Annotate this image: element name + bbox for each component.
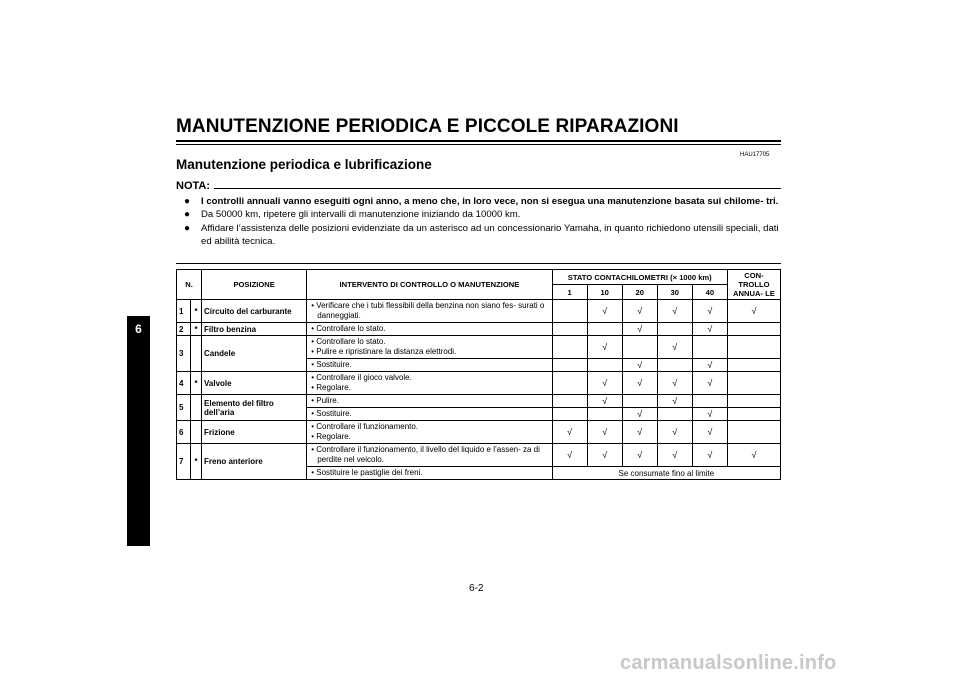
check-cell: √ [622, 323, 657, 336]
table-row [177, 421, 781, 444]
check-cell: √ [622, 372, 657, 395]
row-position: Circuito del carburante [202, 300, 307, 323]
annual-cell [727, 323, 780, 336]
check-cell: √ [552, 421, 587, 444]
check-cell: √ [622, 444, 657, 467]
row-star [191, 336, 202, 372]
note-item: ● I controlli annuali vanno eseguiti ogni anno, a meno che, in loro vece, non si esegua una manutenzione basata sui chilome- tri. [184, 196, 779, 207]
header-odometer: STATO CONTACHILOMETRI (× 1000 km) [552, 270, 727, 285]
header-km: 40 [692, 285, 727, 300]
header-n: N. [177, 270, 202, 300]
check-cell: √ [692, 372, 727, 395]
check-cell [657, 323, 692, 336]
check-cell: √ [657, 421, 692, 444]
row-position: Elemento del filtro dell’aria [202, 395, 307, 421]
section-title: Manutenzione periodica e lubrificazione [176, 157, 432, 172]
maintenance-table [176, 269, 781, 480]
check-cell [692, 336, 727, 359]
row-number: 1 [177, 300, 191, 323]
bullet-icon: ● [184, 196, 191, 207]
check-cell: √ [552, 444, 587, 467]
row-number: 5 [177, 395, 191, 421]
annual-cell [727, 395, 780, 408]
check-cell: √ [692, 359, 727, 372]
row-number: 6 [177, 421, 191, 444]
check-cell: √ [657, 395, 692, 408]
title-rule-thick [176, 140, 781, 142]
row-position: Filtro benzina [202, 323, 307, 336]
row-position: Candele [202, 336, 307, 372]
check-cell: √ [692, 300, 727, 323]
check-cell: √ [692, 323, 727, 336]
table-row [177, 300, 781, 323]
check-cell: √ [587, 421, 622, 444]
watermark: carmanualsonline.info [620, 652, 837, 674]
check-cell: √ [587, 372, 622, 395]
check-cell: √ [587, 336, 622, 359]
check-cell [552, 336, 587, 359]
row-star: * [191, 444, 202, 480]
header-km: 20 [622, 285, 657, 300]
check-cell [622, 336, 657, 359]
row-work: • Sostituire le pastiglie dei freni. [307, 467, 552, 480]
bullet-icon: ● [184, 222, 191, 234]
annual-cell: √ [727, 444, 780, 467]
annual-cell [727, 336, 780, 359]
note-bottom-rule [176, 263, 781, 264]
row-work: • Controllare il funzionamento, il livello del liquido e l’assen- za di perdite nel veicolo. [307, 444, 552, 467]
check-cell: √ [622, 359, 657, 372]
row-star: * [191, 300, 202, 323]
annual-cell [727, 372, 780, 395]
annual-cell [727, 421, 780, 444]
page-title: MANUTENZIONE PERIODICA E PICCOLE RIPARAZIONI [176, 116, 679, 137]
header-work: INTERVENTO DI CONTROLLO O MANUTENZIONE [307, 270, 552, 300]
row-position: Valvole [202, 372, 307, 395]
table-row [177, 444, 781, 467]
row-star: * [191, 372, 202, 395]
check-cell [552, 395, 587, 408]
row-work: • Controllare lo stato. • Pulire e ripristinare la distanza elettrodi. [307, 336, 552, 359]
header-km: 30 [657, 285, 692, 300]
row-work: • Sostituire. [307, 359, 552, 372]
row-number: 7 [177, 444, 191, 480]
table-row [177, 336, 781, 359]
check-cell [587, 359, 622, 372]
table-row [177, 372, 781, 395]
check-cell [552, 372, 587, 395]
row-position: Freno anteriore [202, 444, 307, 480]
note-list [184, 195, 784, 249]
check-cell: √ [587, 444, 622, 467]
header-km: 1 [552, 285, 587, 300]
note-rule [214, 188, 781, 189]
check-cell: √ [692, 421, 727, 444]
row-work: • Controllare il gioco valvole. • Regolare. [307, 372, 552, 395]
row-star [191, 421, 202, 444]
title-rule-thin [176, 144, 781, 145]
row-work: • Pulire. [307, 395, 552, 408]
annual-cell [727, 359, 780, 372]
check-cell [552, 323, 587, 336]
row-number: 3 [177, 336, 191, 372]
header-position: POSIZIONE [202, 270, 307, 300]
table-header-row [177, 270, 781, 285]
annual-cell: √ [727, 300, 780, 323]
note-label: NOTA: [176, 180, 211, 192]
page-number: 6-2 [469, 583, 484, 594]
row-work: • Controllare lo stato. [307, 323, 552, 336]
check-cell: √ [622, 408, 657, 421]
row-position: Frizione [202, 421, 307, 444]
row-star [191, 395, 202, 421]
note-item: ● Da 50000 km, ripetere gli intervalli di manutenzione iniziando da 10000 km. [184, 209, 521, 221]
row-number: 4 [177, 372, 191, 395]
annual-cell [727, 408, 780, 421]
check-cell [587, 408, 622, 421]
check-cell: √ [657, 444, 692, 467]
bullet-icon: ● [184, 209, 191, 221]
check-cell: √ [692, 408, 727, 421]
row-work: • Controllare il funzionamento. • Regolare. [307, 421, 552, 444]
check-cell: √ [657, 300, 692, 323]
check-cell [552, 300, 587, 323]
row-work: • Verificare che i tubi flessibili della benzina non siano fes- surati o danneggiati. [307, 300, 552, 323]
worn-limit-text: Se consumate fino al limite [552, 467, 780, 480]
check-cell [622, 395, 657, 408]
check-cell [552, 359, 587, 372]
check-cell [657, 359, 692, 372]
header-km: 10 [587, 285, 622, 300]
code-reference: HAU17705 [740, 152, 770, 158]
row-work: • Sostituire. [307, 408, 552, 421]
check-cell [552, 408, 587, 421]
check-cell: √ [622, 421, 657, 444]
check-cell: √ [692, 444, 727, 467]
row-number: 2 [177, 323, 191, 336]
header-annual: CON- TROLLO ANNUA- LE [727, 270, 780, 300]
row-star: * [191, 323, 202, 336]
table-row [177, 323, 781, 336]
check-cell: √ [587, 300, 622, 323]
check-cell [692, 395, 727, 408]
check-cell: √ [657, 336, 692, 359]
check-cell [657, 408, 692, 421]
check-cell [587, 323, 622, 336]
check-cell: √ [587, 395, 622, 408]
check-cell: √ [622, 300, 657, 323]
note-item: ● Affidare l’assistenza delle posizioni evidenziate da un asterisco ad un concessionario Yamaha, in quanto richiedono utensili speciali, dati ed abilità tecnica. [184, 222, 779, 248]
chapter-tab: 6 [127, 316, 150, 546]
check-cell: √ [657, 372, 692, 395]
table-row [177, 395, 781, 408]
